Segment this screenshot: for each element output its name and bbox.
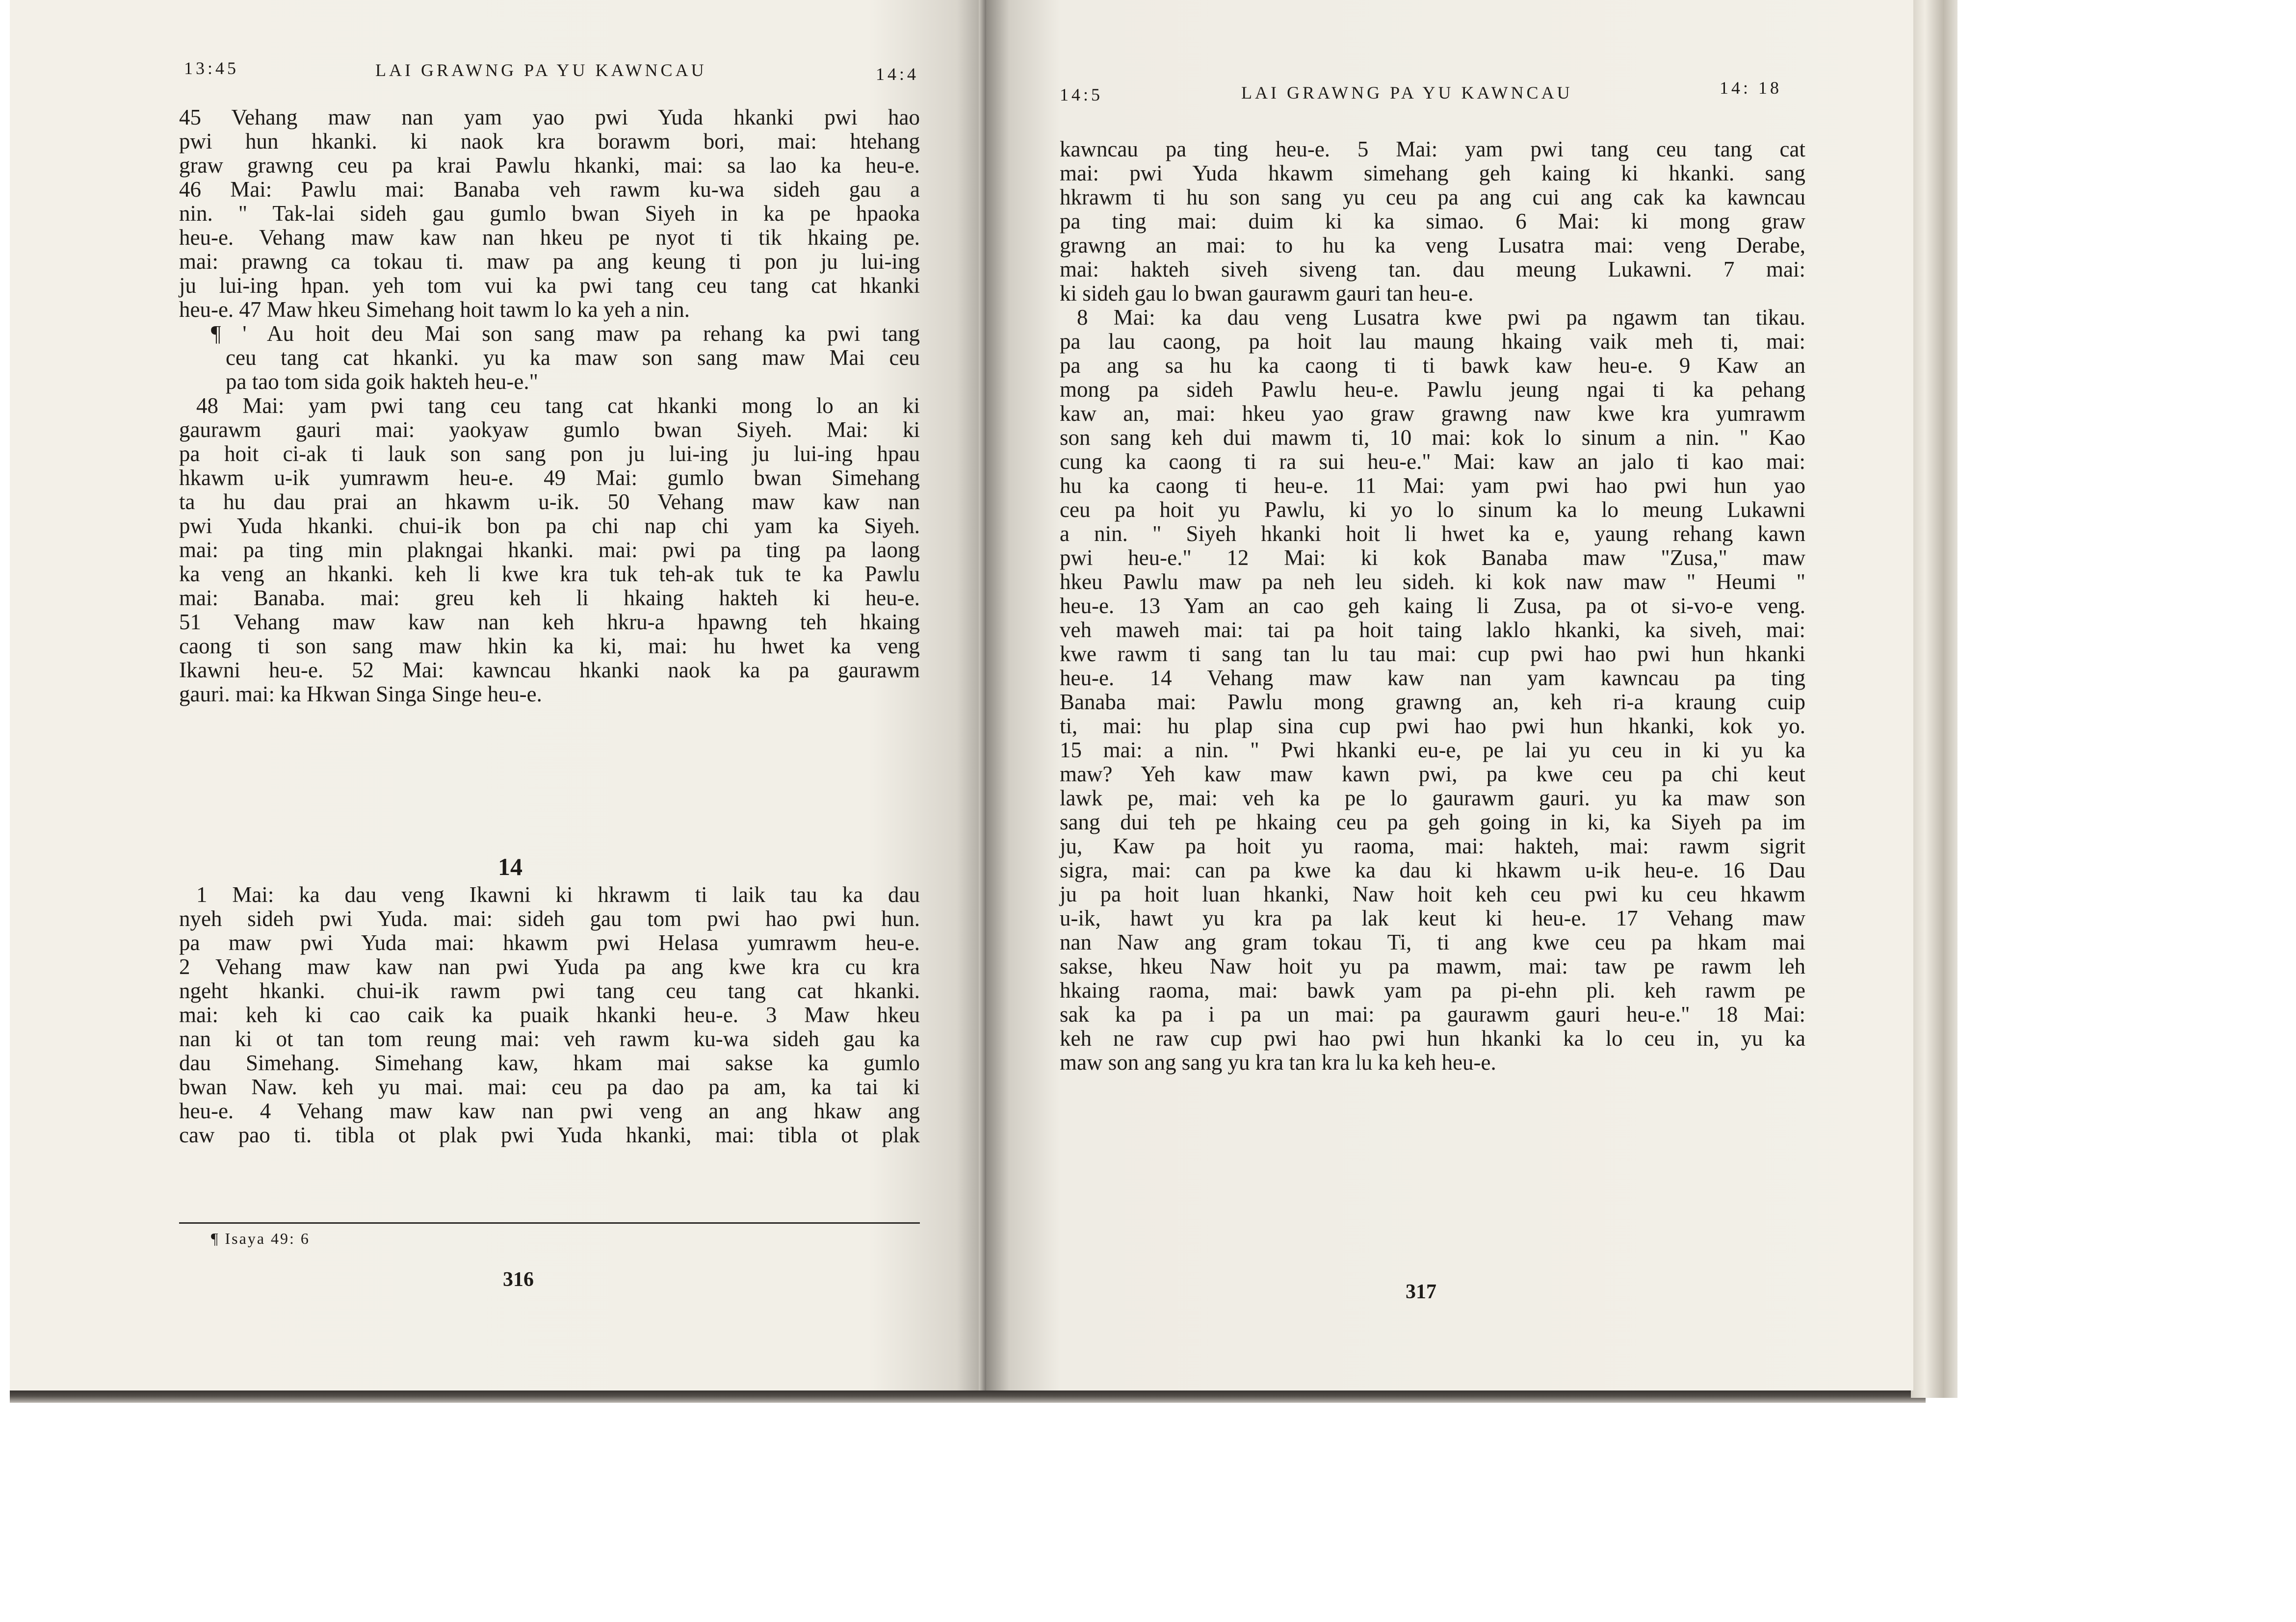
text-line: hkawm u-ik yumrawm heu-e. 49 Mai: gumlo bwan Simehang xyxy=(179,465,920,490)
text-line: mai: Banaba. mai: greu keh li hkaing hakteh ki heu-e. xyxy=(179,586,920,610)
text-line: pa hoit ci-ak ti lauk son sang pon ju lui-ing ju lui-ing hpau xyxy=(179,441,920,466)
text-line: keh ne raw cup pwi hao pwi hun hkanki ka lo ceu in, yu ka xyxy=(1060,1026,1805,1051)
text-line: lawk pe, mai: veh ka pe lo gaurawm gauri. yu ka maw son xyxy=(1060,786,1805,810)
text-line: pa ting mai: duim ki ka simao. 6 Mai: ki mong graw xyxy=(1060,209,1805,233)
paragraph xyxy=(179,394,920,706)
text-line: caong ti son sang maw hkin ka ki, mai: hu hwet ka veng xyxy=(179,634,920,658)
text-line: veh maweh mai: tai pa hoit taing laklo hkanki, ka siveh, mai: xyxy=(1060,618,1805,642)
text-line: Ikawni heu-e. 52 Mai: kawncau hkanki naok ka pa gaurawm xyxy=(179,658,920,682)
text-line: sakse, hkeu Naw hoit yu pa mawm, mai: taw pe rawm leh xyxy=(1060,954,1805,978)
page-stack-edge xyxy=(1911,0,1957,1398)
text-line: ju, Kaw pa hoit yu raoma, mai: hakteh, mai: rawm sigrit xyxy=(1060,834,1805,858)
text-line: pa lau caong, pa hoit lau maung hkaing vaik meh ti, mai: xyxy=(1060,329,1805,354)
chapter-heading: 14 xyxy=(498,853,522,880)
text-line: hu ka caong ti heu-e. 11 Mai: yam pwi hao pwi hun yao xyxy=(1060,473,1805,498)
text-line: pwi hun hkanki. ki naok kra borawm bori, mai: htehang xyxy=(179,129,920,154)
right-body-text xyxy=(1060,137,1805,1075)
text-line: 45 Vehang maw nan yam yao pwi Yuda hkanki pwi hao xyxy=(179,105,920,129)
text-line: mai: keh ki cao caik ka puaik hkanki heu-e. 3 Maw hkeu xyxy=(179,1003,920,1027)
text-line: mai: pwi Yuda hkawm simehang geh kaing ki hkanki. sang xyxy=(1060,161,1805,185)
text-line: mai: pa ting min plakngai hkanki. mai: pwi pa ting pa laong xyxy=(179,538,920,562)
right-header-running-title: LAI GRAWNG PA YU KAWNCAU xyxy=(1241,83,1573,103)
text-line: maw son ang sang yu kra tan kra lu ka keh heu-e. xyxy=(1060,1050,1496,1075)
text-line: nin. " Tak-lai sideh gau gumlo bwan Siyeh in ka pe hpaoka xyxy=(179,201,920,226)
text-line: gaurawm gauri mai: yaokyaw gumlo bwan Siyeh. Mai: ki xyxy=(179,417,920,442)
left-page-number: 316 xyxy=(503,1268,534,1291)
text-line: Banaba mai: Pawlu mong grawng an, keh ri-a kraung cuip xyxy=(1060,690,1805,714)
text-line: grawng an mai: to hu ka veng Lusatra mai: veng Derabe, xyxy=(1060,233,1805,257)
text-line: 8 Mai: ka dau veng Lusatra kwe pwi pa ngawm tan tikau. xyxy=(1077,305,1805,330)
left-page xyxy=(10,0,986,1390)
text-line: cung ka caong ti ra sui heu-e." Mai: kaw an jalo ti kao mai: xyxy=(1060,449,1805,474)
text-line: 15 mai: a nin. " Pwi hkanki eu-e, pe lai yu ceu in ki yu ka xyxy=(1060,738,1805,762)
right-header-verse-start: 14:5 xyxy=(1060,85,1103,104)
chapter-14-text xyxy=(179,883,920,1147)
paragraph xyxy=(179,883,920,1147)
text-line: pa ang sa hu ka caong ti ti bawk kaw heu-e. 9 Kaw an xyxy=(1060,353,1805,378)
text-line: ceu tang cat hkanki. yu ka maw son sang maw Mai ceu xyxy=(226,345,920,370)
text-line: kwe rawm ti sang tan lu tau mai: cup pwi hao pwi hun hkanki xyxy=(1060,642,1805,666)
text-line: 2 Vehang maw kaw nan pwi Yuda pa ang kwe kra cu kra xyxy=(179,954,920,979)
text-line: mai: prawng ca tokau ti. maw pa ang keung ti pon ju lui-ing xyxy=(179,249,920,274)
text-line: ti, mai: hu plap sina cup pwi hao pwi hun hkanki, kok yo. xyxy=(1060,714,1805,738)
paragraph xyxy=(1060,306,1805,1075)
text-line: nan ki ot tan tom reung mai: veh rawm ku-wa sideh gau ka xyxy=(179,1027,920,1051)
text-line: nyeh sideh pwi Yuda. mai: sideh gau tom pwi hao pwi hun. xyxy=(179,906,920,931)
paragraph xyxy=(179,105,920,322)
text-line: heu-e. 14 Vehang maw kaw nan yam kawncau pa ting xyxy=(1060,666,1805,690)
left-header-verse-end: 14:4 xyxy=(876,64,919,84)
text-line: 1 Mai: ka dau veng Ikawni ki hkrawm ti laik tau ka dau xyxy=(196,882,920,907)
text-line: ju pa hoit luan hkanki, Naw hoit keh ceu pwi ku ceu hkawm xyxy=(1060,882,1805,906)
paragraph xyxy=(179,322,920,394)
text-line: mong pa sideh Pawlu heu-e. Pawlu jeung ngai ti ka pehang xyxy=(1060,377,1805,402)
text-line: sak ka pa i pa un mai: pa gaurawm gauri heu-e." 18 Mai: xyxy=(1060,1002,1805,1027)
text-line: gauri. mai: ka Hkwan Singa Singe heu-e. xyxy=(179,682,542,706)
text-line: mai: hakteh siveh siveng tan. dau meung Lukawni. 7 mai: xyxy=(1060,257,1805,282)
text-line: heu-e. 13 Yam an cao geh kaing li Zusa, pa ot si-vo-e veng. xyxy=(1060,593,1805,618)
text-line: son sang keh dui mawm ti, 10 mai: kok lo sinum a nin. " Kao xyxy=(1060,425,1805,450)
left-header-verse-start: 13:45 xyxy=(184,58,239,78)
text-line: sang dui teh pe hkaing ceu pa geh going in ki, ka Siyeh pa im xyxy=(1060,810,1805,834)
text-line: a nin. " Siyeh hkanki hoit li hwet ka e, yaung rehang kawn xyxy=(1060,521,1805,546)
paragraph xyxy=(1060,137,1805,306)
text-line: 46 Mai: Pawlu mai: Banaba veh rawm ku-wa sideh gau a xyxy=(179,177,920,202)
text-line: ta hu dau prai an hkawm u-ik. 50 Vehang maw kaw nan xyxy=(179,489,920,514)
text-line: pwi heu-e." 12 Mai: ki kok Banaba maw "Zusa," maw xyxy=(1060,545,1805,570)
text-line: graw grawng ceu pa krai Pawlu hkanki, mai: sa lao ka heu-e. xyxy=(179,153,920,178)
right-page xyxy=(986,0,1913,1390)
text-line: caw pao ti. tibla ot plak pwi Yuda hkanki, mai: tibla ot plak xyxy=(179,1123,920,1147)
text-line: hkaing raoma, mai: bawk yam pa pi-ehn pli. keh rawm pe xyxy=(1060,978,1805,1003)
right-page-number: 317 xyxy=(1406,1281,1436,1303)
footnote-rule xyxy=(179,1222,920,1224)
text-line: bwan Naw. keh yu mai. mai: ceu pa dao pa am, ka tai ki xyxy=(179,1075,920,1099)
text-line: ngeht hkanki. chui-ik rawm pwi tang ceu tang cat hkanki. xyxy=(179,978,920,1003)
text-line: ki sideh gau lo bwan gaurawm gauri tan heu-e. xyxy=(1060,281,1474,306)
text-line: maw? Yeh kaw maw kawn pwi, pa kwe ceu pa chi keut xyxy=(1060,762,1805,786)
text-line: pa tao tom sida goik hakteh heu-e." xyxy=(226,369,538,394)
text-line: ¶ ' Au hoit deu Mai son sang maw pa rehang ka pwi tang xyxy=(211,321,920,346)
text-line: 48 Mai: yam pwi tang ceu tang cat hkanki mong lo an ki xyxy=(196,393,920,418)
text-line: dau Simehang. Simehang kaw, hkam mai sakse ka gumlo xyxy=(179,1051,920,1075)
text-line: heu-e. 47 Maw hkeu Simehang hoit tawm lo ka yeh a nin. xyxy=(179,297,690,322)
text-line: hkeu Pawlu maw pa neh leu sideh. ki kok naw maw " Heumi " xyxy=(1060,569,1805,594)
text-line: pa maw pwi Yuda mai: hkawm pwi Helasa yumrawm heu-e. xyxy=(179,930,920,955)
right-header-verse-end: 14: 18 xyxy=(1720,78,1782,98)
text-line: ka veng an hkanki. keh li kwe kra tuk teh-ak tuk te ka Pawlu xyxy=(179,562,920,586)
left-header-running-title: LAI GRAWNG PA YU KAWNCAU xyxy=(375,60,707,80)
text-line: heu-e. Vehang maw kaw nan hkeu pe nyot ti tik hkaing pe. xyxy=(179,225,920,250)
text-line: kaw an, mai: hkeu yao graw grawng naw kwe kra yumrawm xyxy=(1060,401,1805,426)
text-line: 51 Vehang maw kaw nan keh hkru-a hpawng teh hkaing xyxy=(179,610,920,634)
footnote: ¶ Isaya 49: 6 xyxy=(211,1230,310,1247)
text-line: ju lui-ing hpan. yeh tom vui ka pwi tang ceu tang cat hkanki xyxy=(179,273,920,298)
left-body-text xyxy=(179,105,920,706)
text-line: ceu pa hoit yu Pawlu, ki yo lo sinum ka lo meung Lukawni xyxy=(1060,497,1805,522)
text-line: u-ik, hawt yu kra pa lak keut ki heu-e. 17 Vehang maw xyxy=(1060,906,1805,930)
text-line: kawncau pa ting heu-e. 5 Mai: yam pwi tang ceu tang cat xyxy=(1060,137,1805,161)
text-line: pwi Yuda hkanki. chui-ik bon pa chi nap chi yam ka Siyeh. xyxy=(179,514,920,538)
text-line: heu-e. 4 Vehang maw kaw nan pwi veng an ang hkaw ang xyxy=(179,1099,920,1123)
text-line: sigra, mai: can pa kwe ka dau ki hkawm u-ik heu-e. 16 Dau xyxy=(1060,858,1805,882)
text-line: nan Naw ang gram tokau Ti, ti ang kwe ceu pa hkam mai xyxy=(1060,930,1805,954)
text-line: hkrawm ti hu son sang yu ceu pa ang cui ang cak ka kawncau xyxy=(1060,185,1805,209)
